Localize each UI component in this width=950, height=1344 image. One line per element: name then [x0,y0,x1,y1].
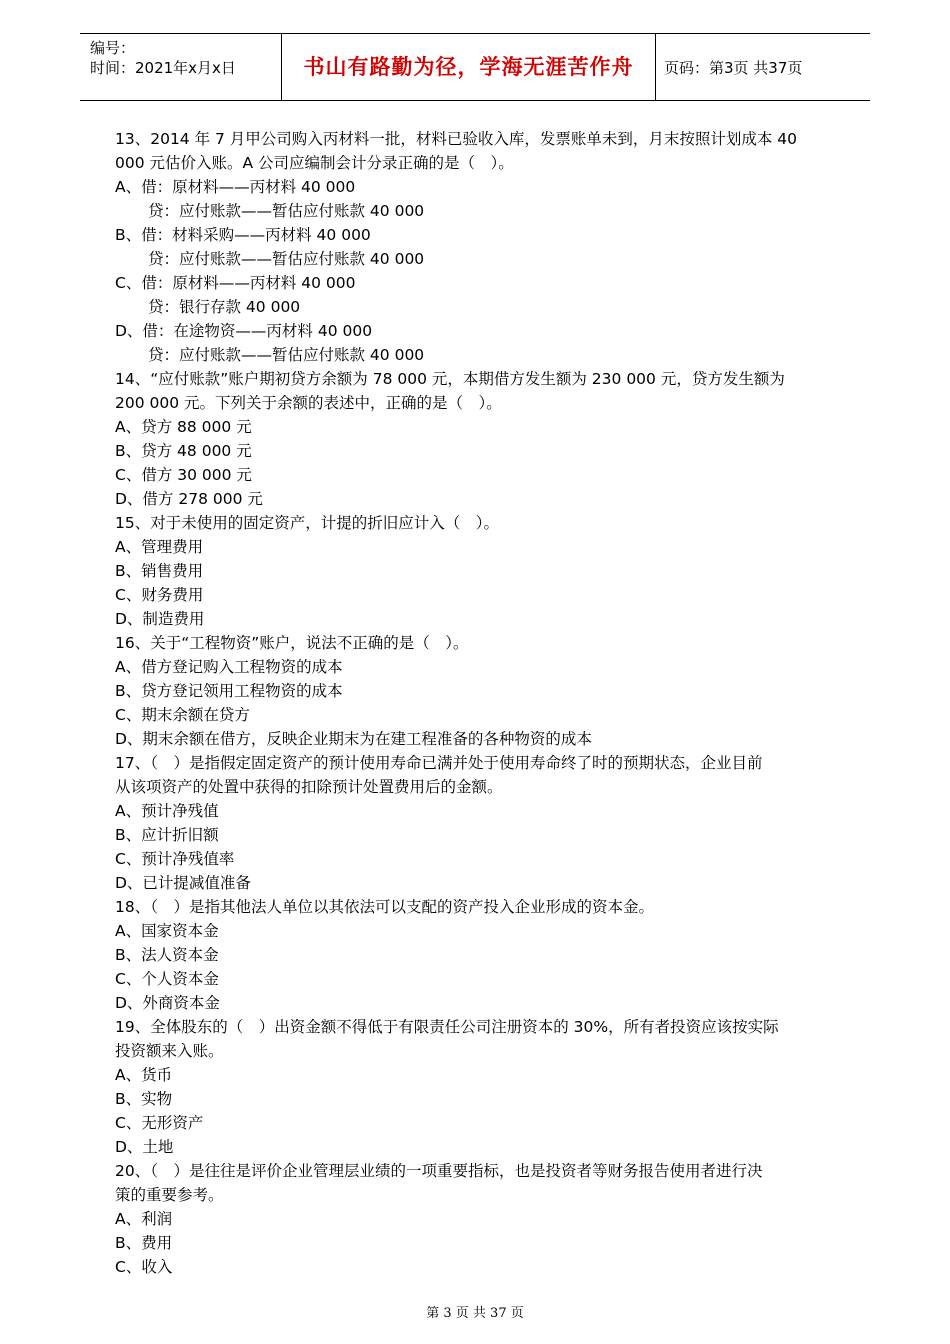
text-line: C、预计净残值率 [115,850,235,868]
page-header [80,33,870,101]
text-line: B、销售费用 [115,562,204,580]
text-line: A、国家资本金 [115,922,219,940]
text-line: 投资额来入账。 [115,1042,224,1060]
text-line: 17、（ ）是指假定固定资产的预计使用寿命已满并处于使用寿命终了时的预期状态，企业目前 [115,754,763,772]
number-label: 编号： [90,39,136,57]
text-line: D、借方 278 000 元 [115,490,263,508]
text-line: 19、全体股东的（ ）出资金额不得低于有限责任公司注册资本的 30%，所有者投资应该按实际 [115,1018,779,1036]
text-line: B、实物 [115,1090,173,1108]
text-line: B、借：材料采购——丙材料 40 000 [115,226,371,244]
text-line: C、财务费用 [115,586,204,604]
header-page-info: 页码：第3页 共37页 [664,59,803,77]
text-line: A、管理费用 [115,538,204,556]
text-line: B、应计折旧额 [115,826,219,844]
text-line: 从该项资产的处置中获得的扣除预计处置费用后的金额。 [115,778,503,796]
text-line: C、无形资产 [115,1114,204,1132]
text-line: 20、（ ）是往往是评价企业管理层业绩的一项重要指标，也是投资者等财务报告使用者进行决 [115,1162,763,1180]
header-motto: 书山有路勤为径，学海无涯苦作舟 [282,34,656,100]
text-line: A、利润 [115,1210,173,1228]
text-line: D、期末余额在借方，反映企业期末为在建工程准备的各种物资的成本 [115,730,592,748]
text-line: D、外商资本金 [115,994,220,1012]
text-line: C、借方 30 000 元 [115,466,252,484]
text-line: A、贷方 88 000 元 [115,418,252,436]
text-line: 贷：应付账款——暂估应付账款 40 000 [148,250,425,268]
text-line: 15、对于未使用的固定资产，计提的折旧应计入（ ）。 [115,514,499,532]
text-line: B、贷方登记领用工程物资的成本 [115,682,343,700]
time-label: 时间：2021年x月x日 [90,59,236,77]
text-line: 200 000 元。下列关于余额的表述中，正确的是（ ）。 [115,394,502,412]
text-line: 贷：应付账款——暂估应付账款 40 000 [148,202,425,220]
page-footer: 第 3 页 共 37 页 [426,1306,524,1321]
text-line: 000 元估价入账。A 公司应编制会计分录正确的是（ ）。 [115,154,514,172]
text-line: 16、关于“工程物资”账户，说法不正确的是（ ）。 [115,634,469,652]
text-line: C、期末余额在贷方 [115,706,250,724]
text-line: C、借：原材料——丙材料 40 000 [115,274,356,292]
text-line: D、土地 [115,1138,174,1156]
text-line: D、制造费用 [115,610,205,628]
text-line: D、借：在途物资——丙材料 40 000 [115,322,373,340]
question-content [115,127,835,1279]
text-line: 贷：银行存款 40 000 [148,298,301,316]
text-line: 18、（ ）是指其他法人单位以其依法可以支配的资产投入企业形成的资本金。 [115,898,654,916]
text-line: B、贷方 48 000 元 [115,442,252,460]
text-line: 贷：应付账款——暂估应付账款 40 000 [148,346,425,364]
header-meta [80,34,282,100]
text-line: C、收入 [115,1258,173,1276]
text-line: A、货币 [115,1066,173,1084]
text-line: B、费用 [115,1234,173,1252]
text-line: D、已计提减值准备 [115,874,251,892]
text-line: 14、“应付账款”账户期初贷方余额为 78 000 元，本期借方发生额为 230 000 元，贷方发生额为 [115,370,785,388]
text-line: A、预计净残值 [115,802,219,820]
text-line: A、借方登记购入工程物资的成本 [115,658,343,676]
text-line: 策的重要参考。 [115,1186,224,1204]
text-line: C、个人资本金 [115,970,219,988]
text-line: B、法人资本金 [115,946,219,964]
text-line: A、借：原材料——丙材料 40 000 [115,178,356,196]
text-line: 13、2014 年 7 月甲公司购入丙材料一批，材料已验收入库，发票账单未到，月末按照计划成本 40 [115,130,797,148]
